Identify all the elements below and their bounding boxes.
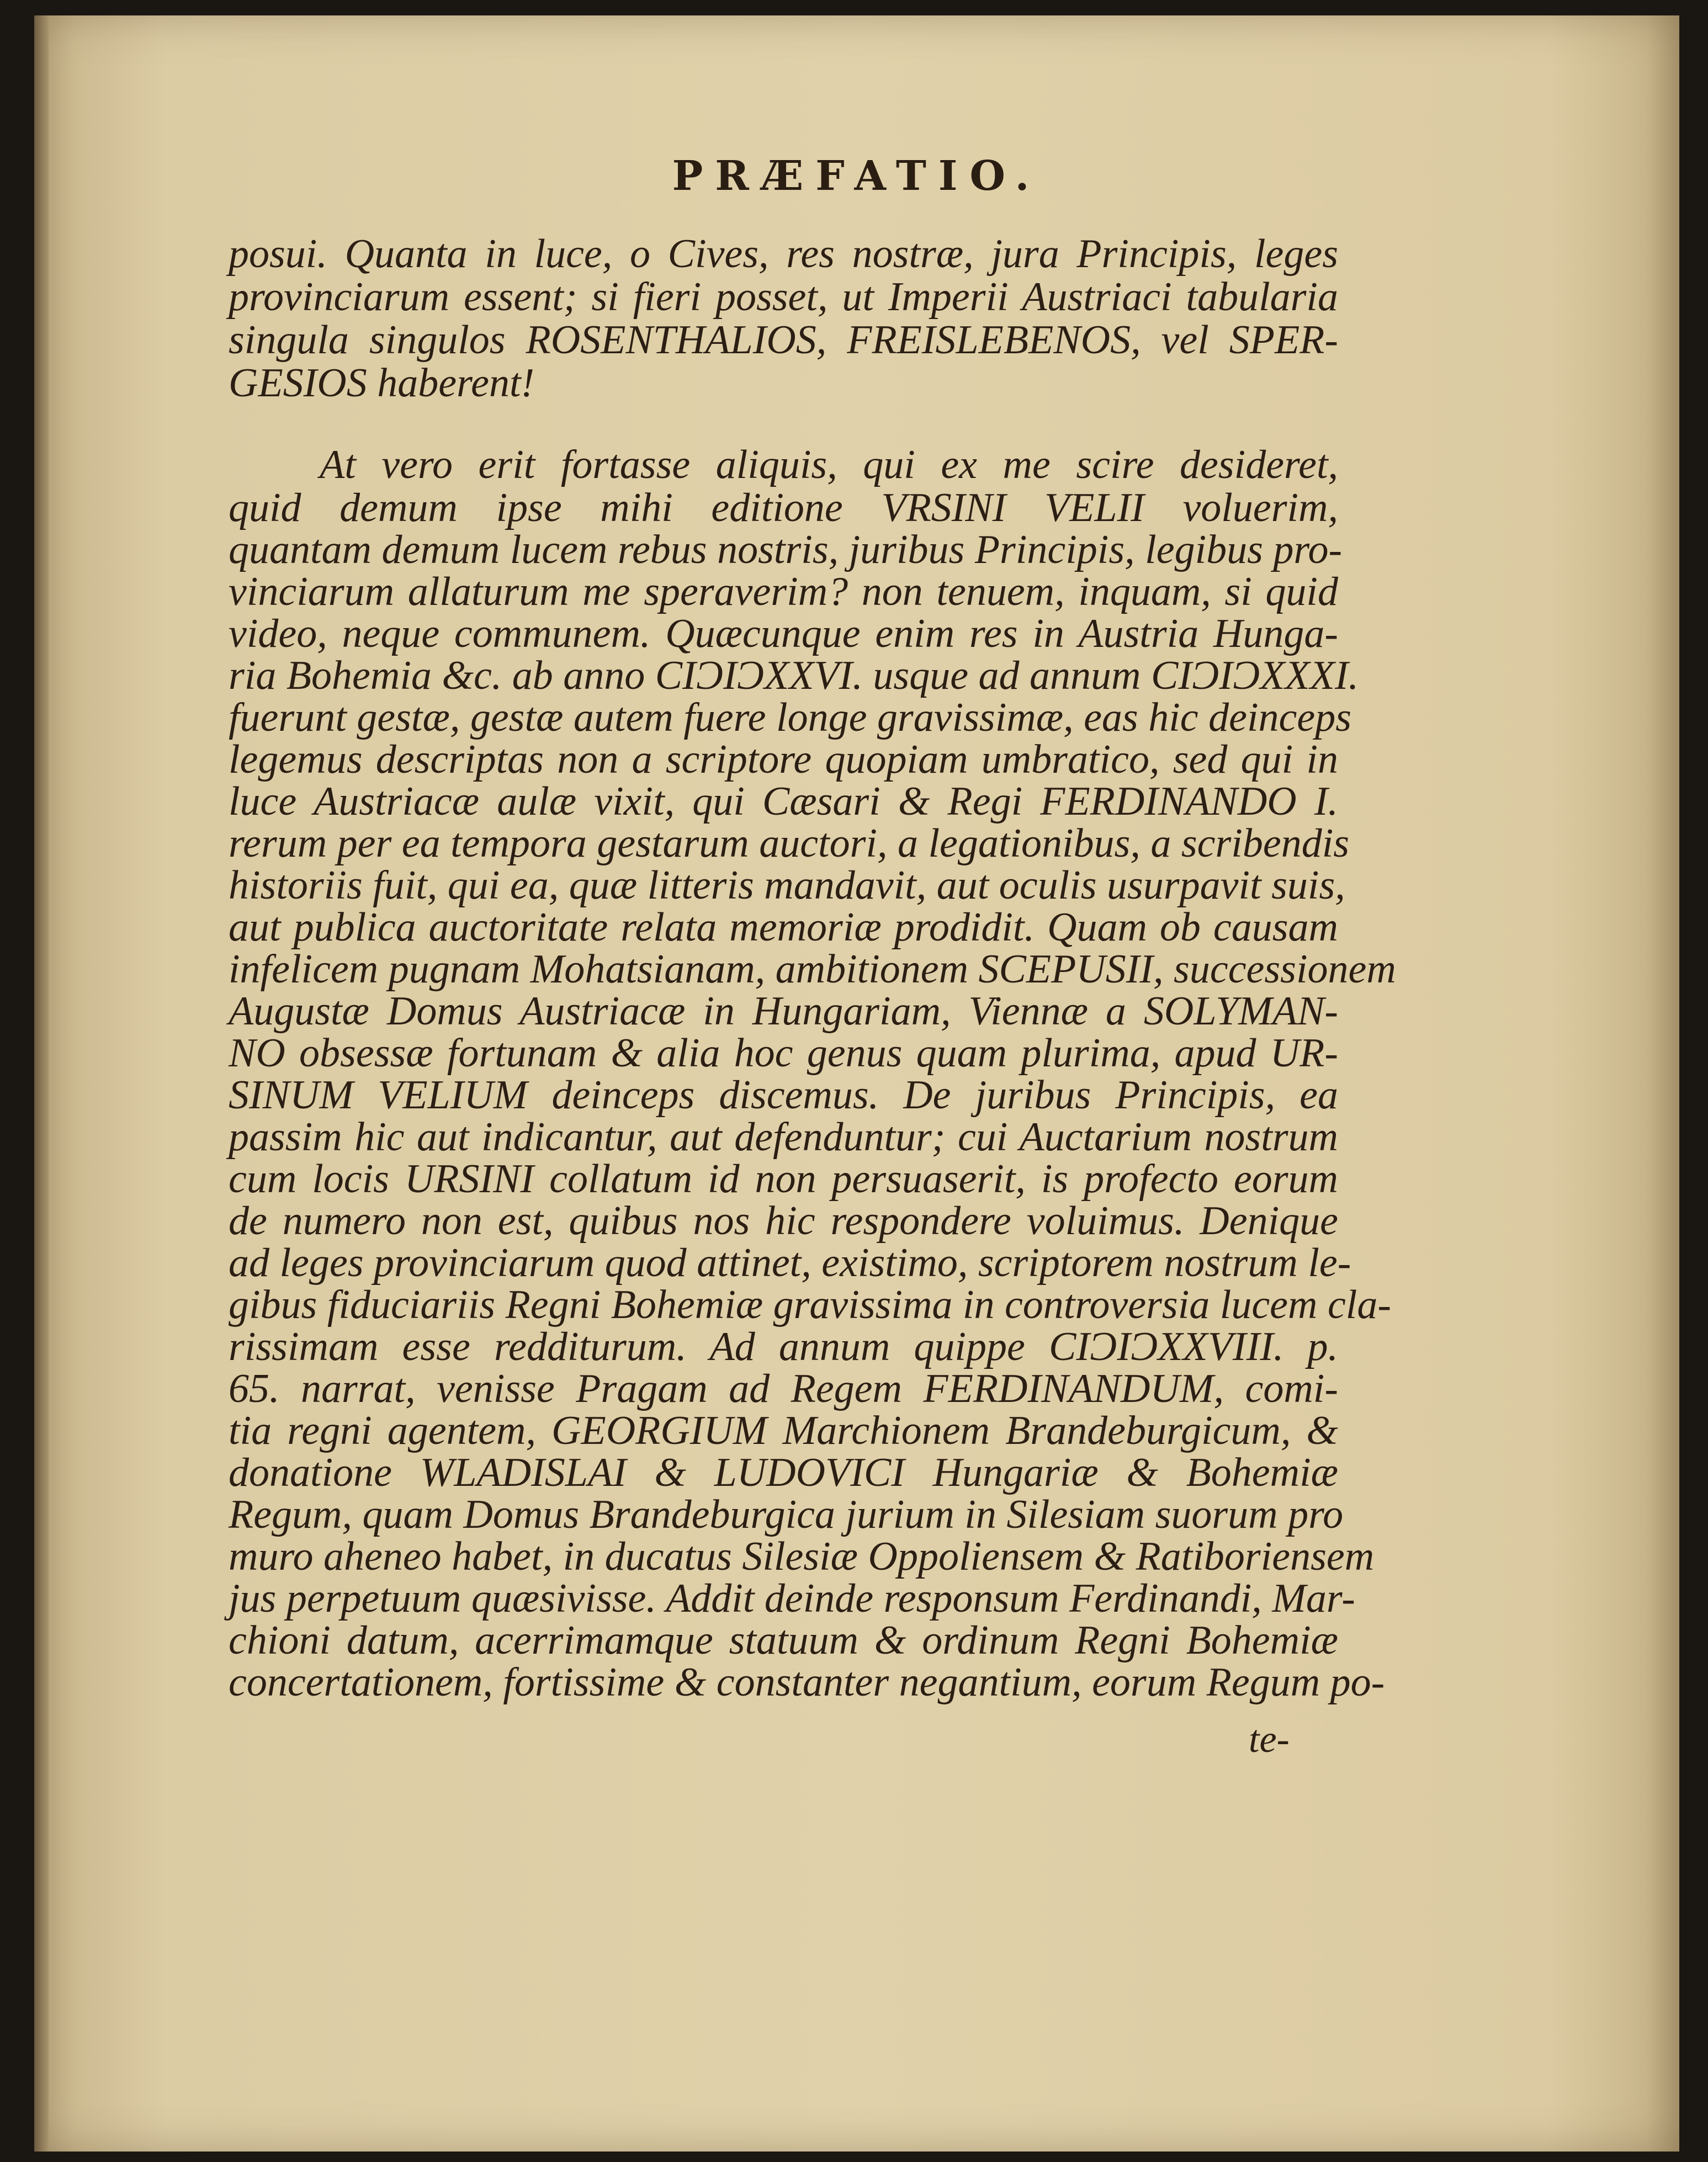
text-line: jus perpetuum quæsivisse. Addit deinde responsum Ferdinandi, Mar- — [229, 1576, 1355, 1621]
text-line: ad leges provinciarum quod attinet, existimo, scriptorem nostrum le- — [229, 1240, 1351, 1285]
text-line: gibus fiduciariis Regni Bohemiæ gravissima in controversia lucem cla- — [229, 1282, 1392, 1327]
book-page — [34, 15, 1679, 2152]
text-line: Regum, quam Domus Brandeburgica jurium in Silesiam suorum pro — [229, 1492, 1344, 1537]
text-line: cum locis URSINI collatum id non persuaserit, is profecto eorum — [229, 1156, 1338, 1202]
text-line: tia regni agentem, GEORGIUM Marchionem Brandeburgicum, & — [229, 1408, 1338, 1453]
text-line: NO obsessæ fortunam & alia hoc genus quam plurima, apud UR- — [229, 1030, 1338, 1076]
text-line: fuerunt gestæ, gestæ autem fuere longe gravissimæ, eas hic deinceps — [229, 695, 1352, 740]
text-line: historiis fuit, qui ea, quæ litteris mandavit, aut oculis usurpavit suis, — [229, 863, 1345, 908]
text-line: aut publica auctoritate relata memoriæ prodidit. Quam ob causam — [229, 905, 1338, 950]
text-line: SINUM VELIUM deinceps discemus. De juribus Principis, ea — [229, 1072, 1338, 1118]
text-line: legemus descriptas non a scriptore quopiam umbratico, sed qui in — [229, 737, 1338, 782]
text-line: Augustæ Domus Austriacæ in Hungariam, Viennæ a SOLYMAN- — [229, 989, 1338, 1034]
text-line: chioni datum, acerrimamque statuum & ordinum Regni Bohemiæ — [229, 1618, 1338, 1663]
text-line: passim hic aut indicantur, aut defenduntur; cui Auctarium nostrum — [229, 1114, 1338, 1160]
text-line: provinciarum essent; si fieri posset, ut Imperii Austriaci tabularia — [229, 274, 1338, 320]
text-line: concertationem, fortissime & constanter negantium, eorum Regum po- — [229, 1660, 1385, 1705]
text-line: vinciarum allaturum me speraverim? non tenuem, inquam, si quid — [229, 569, 1338, 614]
running-head: PRÆFATIO. — [672, 152, 1042, 200]
text-line: GESIOS haberent! — [229, 360, 535, 406]
text-line: rissimam esse redditurum. Ad annum quippe CIƆIƆXXVIII. p. — [229, 1324, 1338, 1369]
text-line: quantam demum lucem rebus nostris, juribus Principis, legibus pro- — [229, 527, 1343, 572]
text-line: rerum per ea tempora gestarum auctori, a legationibus, a scribendis — [229, 821, 1350, 866]
text-line: At vero erit fortasse aliquis, qui ex me scire desideret, — [320, 442, 1338, 487]
text-line: quid demum ipse mihi editione VRSINI VELII voluerim, — [229, 485, 1338, 530]
text-line: ria Bohemia &c. ab anno CIƆIƆXXVI. usque ad annum CIƆIƆXXXI. — [229, 653, 1359, 698]
text-line: donatione WLADISLAI & LUDOVICI Hungariæ & Bohemiæ — [229, 1450, 1338, 1495]
text-line: muro aheneo habet, in ducatus Silesiæ Oppoliensem & Ratiboriensem — [229, 1534, 1375, 1579]
catchword: te- — [1249, 1718, 1290, 1761]
text-line: luce Austriacæ aulæ vixit, qui Cæsari & Regi FERDINANDO I. — [229, 779, 1338, 824]
text-line: infelicem pugnam Mohatsianam, ambitionem SCEPUSII, successionem — [229, 947, 1396, 992]
text-line: de numero non est, quibus nos hic respondere voluimus. Denique — [229, 1198, 1338, 1244]
page-binding-edge — [34, 15, 49, 2152]
text-line: video, neque communem. Quæcunque enim res in Austria Hunga- — [229, 611, 1338, 656]
text-line: 65. narrat, venisse Pragam ad Regem FERDINANDUM, comi- — [229, 1366, 1338, 1411]
text-line: posui. Quanta in luce, o Cives, res nostræ, jura Principis, leges — [229, 231, 1338, 277]
text-line: singula singulos ROSENTHALIOS, FREISLEBENOS, vel SPER- — [229, 317, 1338, 363]
